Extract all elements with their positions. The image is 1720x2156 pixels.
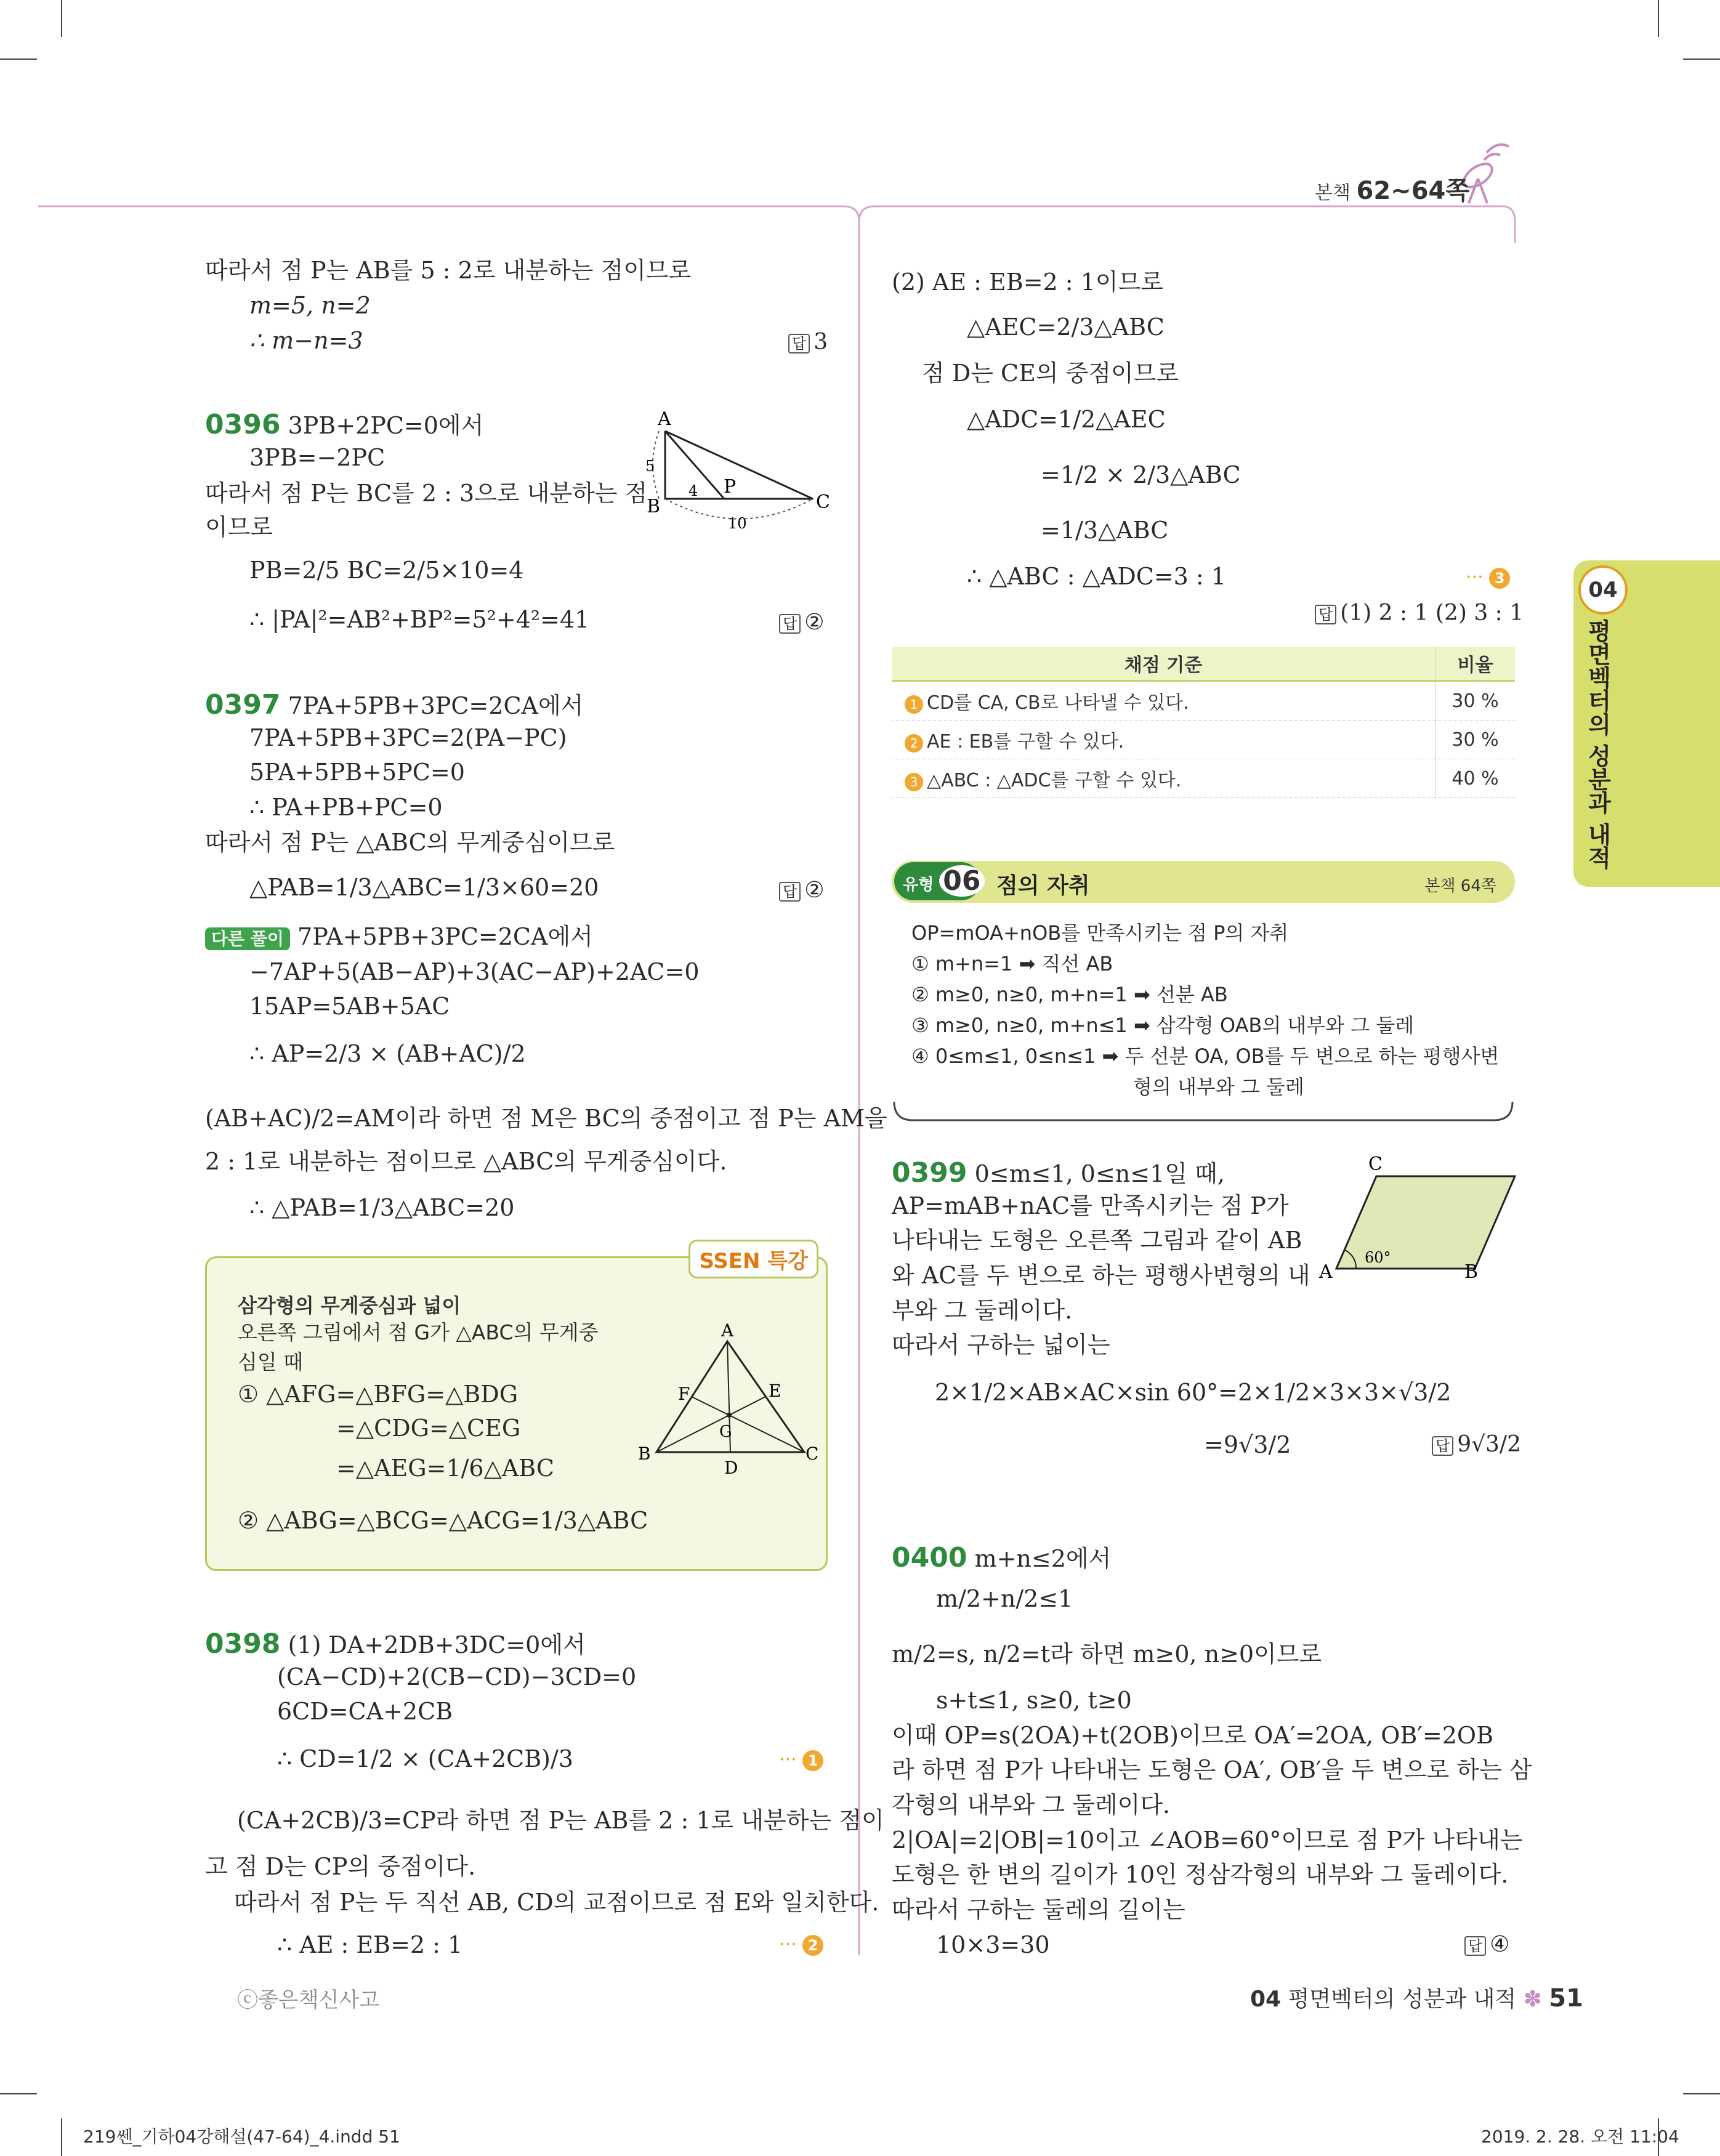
text-line: 부와 그 둘레이다.: [892, 1297, 1073, 1324]
text-line: 6CD=CA+2CB: [277, 1698, 453, 1725]
answer-value: ②: [804, 610, 825, 635]
step-number: 1: [905, 695, 923, 714]
chapter-side-tab: [1573, 560, 1720, 887]
label-e: E: [769, 1381, 781, 1401]
text-line: 따라서 구하는 둘레의 길이는: [892, 1896, 1185, 1923]
text-line: 0≤m≤1, 0≤n≤1일 때,: [974, 1160, 1225, 1187]
label-b: B: [1464, 1261, 1479, 1283]
answer-mark: 답: [1315, 605, 1336, 624]
answer-value: 9√3/2: [1457, 1432, 1521, 1457]
step-marker: ··· 3: [1466, 567, 1510, 589]
grading-criterion: CD를 CA, CB로 나타낼 수 있다.: [927, 692, 1189, 714]
text-line: =1/2 × 2/3△ABC: [1041, 461, 1241, 488]
text-line: 형의 내부와 그 둘레: [1133, 1075, 1304, 1099]
text-line: m+n≤2에서: [974, 1545, 1112, 1572]
label-side-10: 10: [728, 515, 747, 532]
label-angle: 60°: [1365, 1249, 1391, 1266]
question-number: 0397: [205, 689, 281, 721]
text-line: =1/3△ABC: [1041, 517, 1169, 544]
text-line: m=5, n=2: [249, 292, 371, 319]
answer: [779, 878, 824, 903]
text-line: =△AEG=1/6△ABC: [336, 1455, 554, 1482]
text-line: 고 점 D는 CP의 중점이다.: [205, 1853, 476, 1880]
text-line: 오른쪽 그림에서 점 G가 △ABC의 무게중: [238, 1320, 599, 1344]
grading-header-criteria: 채점 기준: [892, 647, 1435, 681]
text-line: ∴ △ABC : △ADC=3 : 1: [967, 563, 1226, 590]
copyright: ⓒ좋은책신사고: [237, 1988, 380, 2013]
text-line: 와 AC를 두 변으로 하는 평행사변형의 내: [892, 1262, 1310, 1289]
text-line: 따라서 구하는 넓이는: [892, 1331, 1110, 1359]
text-line: 2 : 1로 내분하는 점이므로 △ABC의 무게중심이다.: [205, 1148, 727, 1175]
step-number: 1: [802, 1750, 823, 1771]
text-line: ∴ △PAB=1/3△ABC=20: [249, 1194, 515, 1221]
answer-mark: 답: [1464, 1936, 1486, 1956]
label-f: F: [678, 1384, 690, 1404]
special-lecture-badge: SSEN 특강: [688, 1240, 818, 1278]
label-a: A: [1319, 1261, 1333, 1283]
footer-chapter-title: 평면벡터의 성분과 내적: [1288, 1987, 1517, 2012]
text-line: OP=mOA+nOB를 만족시키는 점 P의 자취: [911, 921, 1289, 945]
figure-parallelogram: [1318, 1152, 1521, 1293]
text-line: ∴ AE : EB=2 : 1: [277, 1931, 463, 1958]
text-line: 7PA+5PB+3PC=2(PA−PC): [249, 724, 567, 751]
label-a: A: [721, 1320, 734, 1341]
label-side-4: 4: [688, 482, 698, 499]
step-number: 2: [905, 734, 923, 753]
label-p: P: [724, 476, 737, 498]
alt-solution: [205, 924, 593, 951]
page-ref: [1315, 171, 1469, 206]
text-line: 7PA+5PB+3PC=2CA에서: [297, 923, 593, 950]
type-ref: 본책 64쪽: [1424, 877, 1496, 895]
answer-value: ④: [1490, 1932, 1510, 1957]
type-bracket: [892, 1099, 1515, 1124]
text-line: ④ 0≤m≤1, 0≤n≤1 ➡ 두 선분 OA, OB를 두 변으로 하는 평행사변: [911, 1044, 1500, 1068]
figure-centroid: [638, 1320, 819, 1483]
answer-mark: 답: [788, 334, 810, 353]
text-line: (1) DA+2DB+3DC=0에서: [288, 1631, 586, 1658]
text-line: 따라서 점 P는 AB를 5 : 2로 내분하는 점이므로: [205, 257, 692, 284]
answer-value: 3: [814, 329, 828, 355]
special-lecture-box: [205, 1249, 828, 1571]
label-c: C: [805, 1443, 819, 1464]
answer-mark: 답: [1432, 1436, 1453, 1456]
text-line: 따라서 점 P는 △ABC의 무게중심이므로: [205, 829, 615, 856]
text-line: =△CDG=△CEG: [336, 1415, 521, 1442]
grading-table: [892, 647, 1515, 798]
step-number: 3: [1489, 568, 1510, 589]
text-line: (CA−CD)+2(CB−CD)−3CD=0: [277, 1663, 637, 1690]
page-number: 51: [1549, 1984, 1583, 2013]
text-line: m/2=s, n/2=t라 하면 m≥0, n≥0이므로: [892, 1641, 1322, 1668]
type-badge-label: 유형: [903, 876, 934, 894]
print-file-info: 219쎈_기하04강해설(47-64)_4.indd 51: [83, 2126, 400, 2147]
text-line: 3PB+2PC=0에서: [288, 412, 484, 439]
label-side-5: 5: [645, 458, 655, 475]
text-line: 이때 OP=s(2OA)+t(2OB)이므로 OA′=2OA, OB′=2OB: [892, 1722, 1493, 1749]
print-date-info: 2019. 2. 28. 오전 11:04: [1481, 2126, 1679, 2147]
text-line: △ADC=1/2△AEC: [967, 406, 1166, 433]
text-line: 7PA+5PB+3PC=2CA에서: [288, 692, 584, 719]
text-line: 따라서 점 P는 두 직선 AB, CD의 교점이므로 점 E와 일치한다.: [234, 1889, 879, 1916]
text-line: 각형의 내부와 그 둘레이다.: [892, 1791, 1171, 1819]
question-0400: [892, 1543, 1111, 1574]
page-footer: [1250, 1982, 1583, 2013]
grading-header-ratio: 비율: [1435, 647, 1516, 681]
page-ref-range: 62~64쪽: [1356, 177, 1469, 205]
text-line: △PAB=1/3△ABC=1/3×60=20: [249, 874, 599, 901]
text-line: ∴ |PA|²=AB²+BP²=5²+4²=41: [249, 606, 590, 633]
text-line: 5PA+5PB+5PC=0: [249, 759, 465, 786]
text-line: ∴ m−n=3: [249, 327, 363, 354]
text-line: s+t≤1, s≥0, t≥0: [936, 1687, 1132, 1714]
text-line: −7AP+5(AB−AP)+3(AC−AP)+2AC=0: [249, 958, 700, 985]
answer: [779, 610, 824, 635]
text-line: =9√3/2: [1204, 1431, 1291, 1458]
text-line: ∴ PA+PB+PC=0: [249, 794, 443, 821]
type-title: 점의 자취: [996, 873, 1090, 898]
answer: [1464, 1932, 1509, 1957]
grading-header-row: [892, 647, 1515, 681]
question-0396: [205, 410, 483, 441]
text-line: 이므로: [205, 514, 273, 541]
question-0399: [892, 1158, 1225, 1189]
type-badge-number: 06: [939, 865, 984, 897]
answer: [1315, 600, 1524, 626]
table-row: [892, 759, 1515, 798]
grading-criterion: AE : EB를 구할 수 있다.: [927, 731, 1124, 753]
answer-value: ②: [804, 878, 825, 903]
text-line: ∴ AP=2/3 × (AB+AC)/2: [249, 1040, 526, 1067]
text-line: ∴ CD=1/2 × (CA+2CB)/3: [277, 1745, 573, 1772]
text-line: (AB+AC)/2=AM이라 하면 점 M은 BC의 중점이고 점 P는 AM을: [205, 1105, 887, 1132]
chapter-number-badge: 04: [1578, 565, 1628, 615]
text-line: 라 하면 점 P가 나타내는 도형은 OA′, OB′을 두 변으로 하는 삼: [892, 1756, 1532, 1783]
table-row: [892, 721, 1515, 759]
text-line: ① △AFG=△BFG=△BDG: [238, 1381, 519, 1408]
text-line: 나타내는 도형은 오른쪽 그림과 같이 AB: [892, 1227, 1302, 1254]
grading-ratio: 30 %: [1435, 721, 1516, 759]
text-line: ③ m≥0, n≥0, m+n≤1 ➡ 삼각형 OAB의 내부와 그 둘레: [911, 1014, 1415, 1037]
type-badge: [894, 862, 980, 900]
step-number: 2: [802, 1935, 823, 1956]
table-row: [892, 681, 1515, 721]
text-line: AP=mAB+nAC를 만족시키는 점 P가: [892, 1192, 1289, 1219]
figure-triangle-abc: [640, 406, 831, 548]
label-c: C: [816, 491, 830, 513]
answer-mark: 답: [779, 614, 801, 634]
chapter-side-title: 평면벡터의 성분과 내적: [1584, 619, 1611, 870]
text-line: m/2+n/2≤1: [936, 1585, 1073, 1612]
question-number: 0400: [892, 1542, 967, 1573]
page-ref-prefix: 본책: [1315, 182, 1351, 204]
answer: [788, 329, 828, 355]
text-line: 도형은 한 변의 길이가 10인 정삼각형의 내부와 그 둘레이다.: [892, 1861, 1509, 1888]
question-number: 0398: [205, 1628, 281, 1660]
grading-ratio: 40 %: [1435, 759, 1516, 798]
question-number: 0399: [892, 1157, 967, 1189]
footer-chapter-number: 04: [1250, 1987, 1282, 2012]
label-g: G: [719, 1423, 732, 1441]
footer-star-icon: ✽: [1523, 1987, 1542, 2012]
step-number: 3: [905, 773, 923, 791]
answer-mark: 답: [779, 882, 801, 902]
step-marker: ··· 2: [779, 1934, 823, 1956]
text-line: 10×3=30: [936, 1931, 1050, 1958]
text-line: 따라서 점 P는 BC를 2 : 3으로 내분하는 점: [205, 480, 648, 507]
question-number: 0396: [205, 409, 281, 440]
label-b: B: [638, 1443, 651, 1464]
answer-value: (1) 2 : 1 (2) 3 : 1: [1340, 600, 1524, 626]
text-line: ② △ABG=△BCG=△ACG=1/3△ABC: [238, 1507, 648, 1534]
question-0397: [205, 690, 583, 721]
text-line: ② m≥0, n≥0, m+n=1 ➡ 선분 AB: [911, 983, 1228, 1006]
label-c: C: [1368, 1153, 1383, 1175]
type-banner: [892, 861, 1515, 903]
label-d: D: [724, 1458, 738, 1478]
question-0398: [205, 1629, 586, 1660]
text-line: 15AP=5AB+5AC: [249, 993, 450, 1020]
label-b: B: [647, 496, 661, 517]
text-line: 3PB=−2PC: [249, 444, 386, 471]
step-marker: ··· 1: [779, 1749, 823, 1771]
text-line: (2) AE : EB=2 : 1이므로: [892, 268, 1163, 296]
grading-criterion: △ABC : △ADC를 구할 수 있다.: [927, 770, 1182, 791]
grading-ratio: 30 %: [1435, 681, 1516, 721]
text-line: (CA+2CB)/3=CP라 하면 점 P는 AB를 2 : 1로 내분하는 점이: [237, 1807, 884, 1834]
text-line: 점 D는 CE의 중점이므로: [922, 360, 1179, 387]
text-line: PB=2/5 BC=2/5×10=4: [249, 557, 524, 584]
label-a: A: [658, 408, 671, 430]
answer: [1432, 1432, 1521, 1457]
text-line: 2×1/2×AB×AC×sin 60°=2×1/2×3×3×√3/2: [935, 1379, 1452, 1406]
text-line: △AEC=2/3△ABC: [967, 313, 1165, 341]
text-line: ① m+n=1 ➡ 직선 AB: [911, 952, 1113, 975]
special-title: 삼각형의 무게중심과 넓이: [238, 1294, 461, 1317]
text-line: 2|OA|=2|OB|=10이고 ∠AOB=60°이므로 점 P가 나타내는: [892, 1827, 1523, 1854]
alt-solution-badge: 다른 풀이: [205, 927, 290, 950]
text-line: 심일 때: [238, 1350, 304, 1374]
